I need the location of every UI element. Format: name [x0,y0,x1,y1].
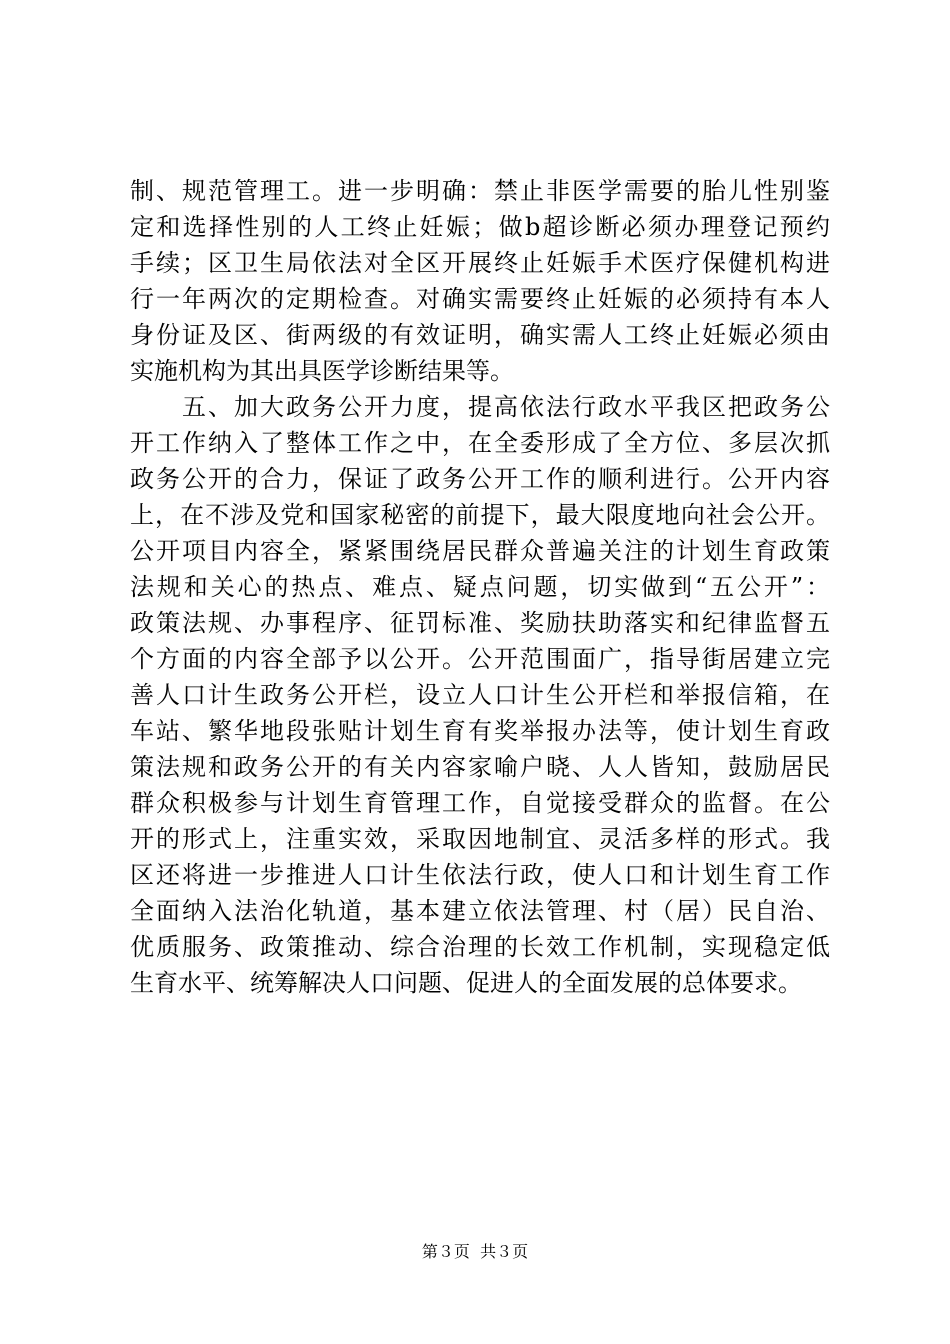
text-line: 个方面的内容全部予以公开。公开范围面广，指导街居建立完 [130,645,830,673]
text-line: 公开项目内容全，紧紧围绕居民群众普遍关注的计划生育政策 [130,537,830,565]
text-line: 策法规和政务公开的有关内容家喻户晓、人人皆知，鼓励居民 [130,753,830,781]
page-number-footer: 第３页 共３页 [421,1242,529,1261]
text-line: 制、规范管理工。进一步明确：禁止非医学需要的胎儿性别鉴 [130,177,830,205]
text-line: 手续；区卫生局依法对全区开展终止妊娠手术医疗保健机构进 [130,249,830,277]
body-text [130,173,830,1001]
text-line: 优质服务、政策推动、综合治理的长效工作机制，实现稳定低 [130,933,830,961]
paragraph-start-line: 五、加大政务公开力度，提高依法行政水平我区把政务公 [130,393,830,421]
text-line: 政务公开的合力，保证了政务公开工作的顺利进行。公开内容 [130,465,830,493]
text-line: 法规和关心的热点、难点、疑点问题，切实做到“五公开”： [130,573,830,601]
text-line: 实施机构为其出具医学诊断结果等。 [130,357,514,385]
text-line: 行一年两次的定期检查。对确实需要终止妊娠的必须持有本人 [130,285,830,313]
text-line: 全面纳入法治化轨道，基本建立依法管理、村（居）民自治、 [130,897,830,925]
text-line: 开工作纳入了整体工作之中，在全委形成了全方位、多层次抓 [130,429,830,457]
text-line: 上，在不涉及党和国家秘密的前提下，最大限度地向社会公开。 [130,501,830,529]
text-line: 生育水平、统筹解决人口问题、促进人的全面发展的总体要求。 [130,969,802,997]
text-line: 政策法规、办事程序、征罚标准、奖励扶助落实和纪律监督五 [130,609,830,637]
text-line: 车站、繁华地段张贴计划生育有奖举报办法等，使计划生育政 [130,717,830,745]
text-line: 定和选择性别的人工终止妊娠；做b超诊断必须办理登记预约 [130,213,830,241]
text-line: 开的形式上，注重实效，采取因地制宜、灵活多样的形式。我 [130,825,830,853]
text-line: 群众积极参与计划生育管理工作，自觉接受群众的监督。在公 [130,789,830,817]
text-line: 身份证及区、街两级的有效证明，确实需人工终止妊娠必须由 [130,321,830,349]
text-line: 区还将进一步推进人口计生依法行政，使人口和计划生育工作 [130,861,830,889]
text-line: 善人口计生政务公开栏，设立人口计生公开栏和举报信箱，在 [130,681,830,709]
